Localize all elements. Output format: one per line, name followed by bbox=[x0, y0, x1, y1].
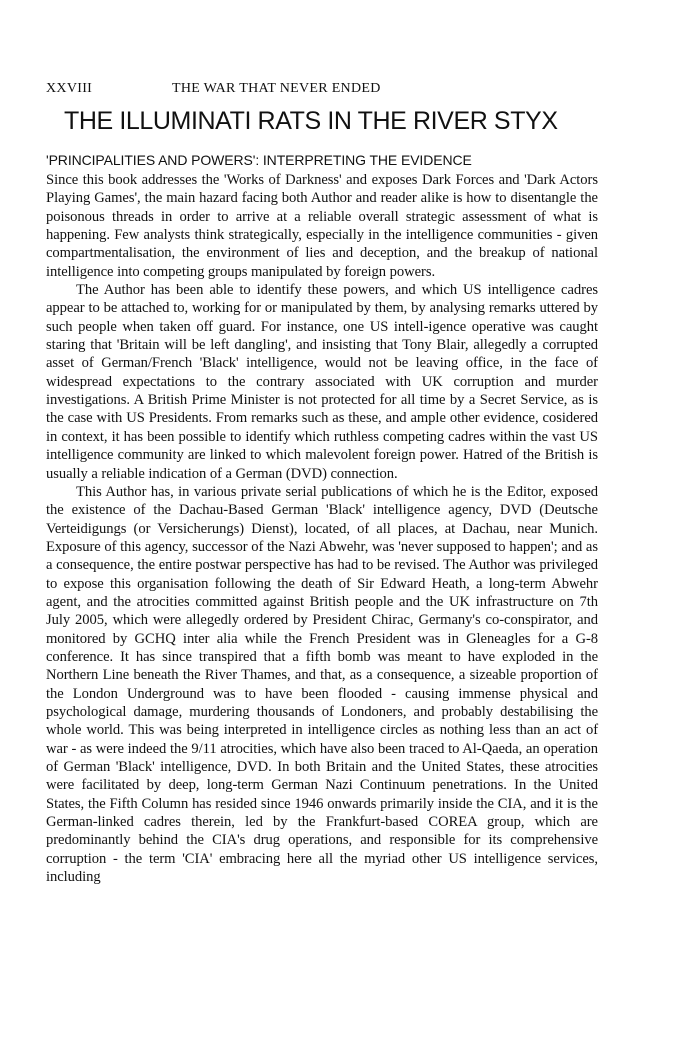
paragraph-2: The Author has been able to identify these powers, and which US intelligence cadres appear to be attached to, working for or manipulated by them, by analysing remarks uttered by such people when taken off guard. For instance, one US intell-igence operative was caught staring that 'Britain will be left dangling', and insisting that Tony Blair, allegedly a corrupted asset of German/French 'Black' intelligence, would not be leaving office, in the face of widespread expectations to the contrary associated with UK corruption and murder investigations. A British Prime Minister is not protected for all time by a Secret Service, as is the case with US Presidents. From remarks such as these, and ample other evidence, cosidered in context, it has been possible to identify which ruthless competing cadres within the vast US intelligence community are linked to which malevolent foreign power. Hatred of the British is usually a reliable indication of a German (DVD) connection. bbox=[46, 282, 598, 482]
chapter-title: THE ILLUMINATI RATS IN THE RIVER STYX bbox=[64, 107, 558, 135]
page-folio: XXVIII bbox=[46, 81, 93, 96]
paragraph-1: Since this book addresses the 'Works of Darkness' and exposes Dark Forces and 'Dark Actors Playing Games', the main hazard facing both Author and reader alike is how to disentangle the poisonous threads in order to arrive at a reliable overall strategic assessment of what is happening. Few analysts think strategically, especially in the intelligence communities - given compartmentalisation, the environment of lies and deception, and the breakup of national intelligence into competing groups manipulated by foreign powers. bbox=[46, 172, 598, 280]
paragraph-3: This Author has, in various private serial publications of which he is the Editor, exposed the existence of the Dachau-Based German 'Black' intelligence agency, DVD (Deutsche Verteidigungs (or Versicherungs) Dienst), located, of all places, at Dachau, near Munich. Exposure of this agency, successor of the Nazi Abwehr, was 'never supposed to happen'; and as a consequence, the entire postwar perspective has had to be revised. The Author was privileged to expose this organisation following the death of Sir Edward Heath, a long-term Abwehr agent, and the atrocities committed against British people and the UK infrastructure on 7th July 2005, which were allegedly ordered by President Chirac, Germany's co-conspirator, and monitored by GCHQ inter alia while the French President was in Gleneagles for a G-8 conference. It has since transpired that a fifth bomb was meant to have exploded in the Northern Line beneath the River Thames, and that, as a consequence, a sizeable proportion of the London Underground was to have been flooded - causing immense physical and psychological damage, murdering thousands of Londoners, and probably destabilising the whole world. This was being interpreted in intelligence circles as nothing less than an act of war - as were indeed the 9/11 atrocities, which have also been traced to Al-Qaeda, an operation of German 'Black' intelligence, DVD. In both Britain and the United States, these atrocities were facilitated by deep, long-term German Nazi Continuum penetrations. In the United States, the Fifth Column has resided since 1946 onwards primarily inside the CIA, and it is the German-linked cadres therein, led by the Frankfurt-based COREA group, which are predominantly behind the CIA's drug operations, and responsible for its comprehensive corruption - the term 'CIA' embracing here all the myriad other US intelligence services, including bbox=[46, 483, 598, 886]
running-header bbox=[46, 81, 381, 97]
body-text bbox=[46, 171, 598, 886]
running-title: THE WAR THAT NEVER ENDED bbox=[172, 81, 381, 96]
section-heading: 'PRINCIPALITIES AND POWERS': INTERPRETING THE EVIDENCE bbox=[46, 152, 472, 168]
